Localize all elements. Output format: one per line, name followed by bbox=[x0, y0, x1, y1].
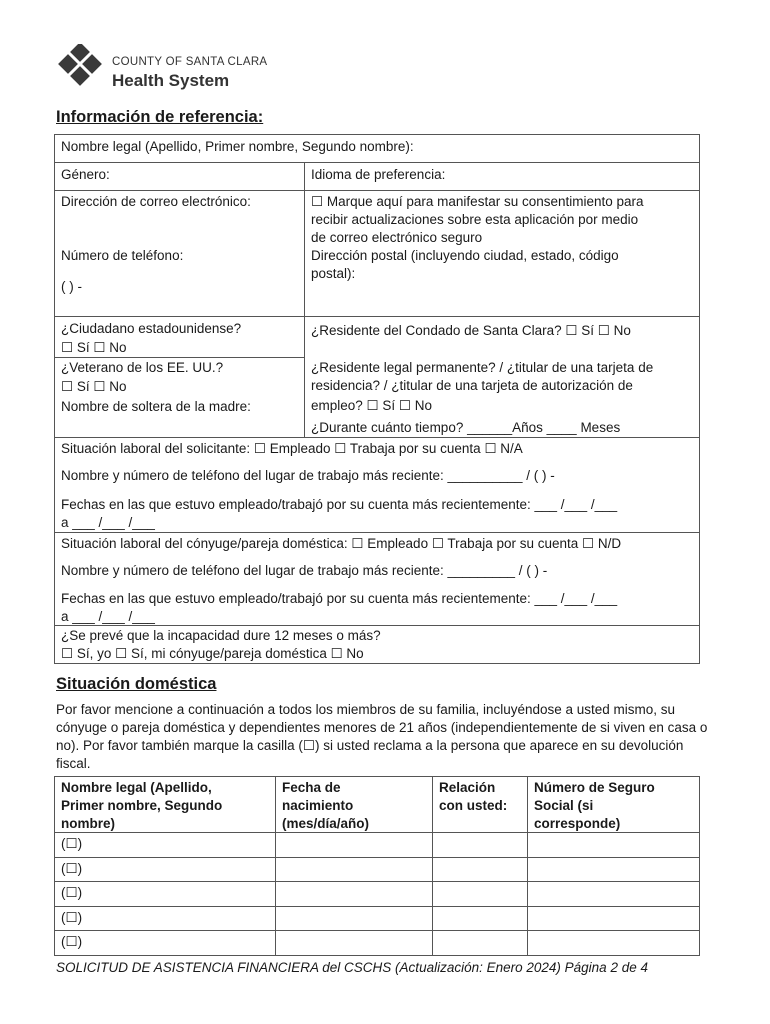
col-header-ssn: Número de Seguro bbox=[534, 780, 655, 795]
table-row-checkbox[interactable]: (☐) bbox=[61, 934, 83, 949]
col-header-name: Nombre legal (Apellido, bbox=[61, 780, 212, 795]
col-header-ssn-3: corresponde) bbox=[534, 816, 621, 831]
consent-text-2: recibir actualizaciones sobre esta aplicación por medio bbox=[311, 212, 639, 227]
col-header-relation: Relación bbox=[439, 780, 496, 795]
phone-format: ( ) - bbox=[61, 279, 82, 294]
reference-info-heading: Información de referencia: bbox=[56, 108, 264, 126]
postal-address-label-2: postal): bbox=[311, 266, 356, 281]
permanent-resident-line2: residencia? / ¿titular de una tarjeta de autorización de bbox=[311, 378, 633, 393]
spouse-employment-status[interactable]: Situación laboral del cónyuge/pareja doméstica: ☐ Empleado ☐ Trabaja por su cuenta ☐ N/D bbox=[61, 536, 622, 551]
spouse-employer-field[interactable]: Nombre y número de teléfono del lugar de trabajo más reciente: _________ / ( ) - bbox=[61, 563, 548, 578]
citizen-options[interactable]: ☐ Sí ☐ No bbox=[61, 340, 127, 355]
applicant-employer-field[interactable]: Nombre y número de teléfono del lugar de trabajo más reciente: __________ / ( ) - bbox=[61, 468, 555, 483]
page-footer: SOLICITUD DE ASISTENCIA FINANCIERA del CSCHS (Actualización: Enero 2024) Página 2 de 4 bbox=[56, 960, 648, 975]
table-row-checkbox[interactable]: (☐) bbox=[61, 910, 83, 925]
citizen-question: ¿Ciudadano estadounidense? bbox=[61, 321, 242, 336]
col-header-name-2: Primer nombre, Segundo bbox=[61, 798, 223, 813]
col-header-name-3: nombre) bbox=[61, 816, 115, 831]
postal-address-field[interactable]: Dirección postal (incluyendo ciudad, estado, código bbox=[311, 248, 619, 263]
disability-question: ¿Se prevé que la incapacidad dure 12 meses o más? bbox=[61, 628, 381, 643]
col-header-ssn-2: Social (si bbox=[534, 798, 594, 813]
col-header-dob-3: (mes/día/año) bbox=[282, 816, 370, 831]
phone-field[interactable]: Número de teléfono: bbox=[61, 248, 184, 263]
disability-options[interactable]: ☐ Sí, yo ☐ Sí, mi cónyuge/pareja doméstica ☐ No bbox=[61, 646, 364, 661]
permanent-resident-question: ¿Residente legal permanente? / ¿titular de una tarjeta de bbox=[311, 360, 654, 375]
applicant-employment-status[interactable]: Situación laboral del solicitante: ☐ Empleado ☐ Trabaja por su cuenta ☐ N/A bbox=[61, 441, 523, 456]
email-consent-checkbox[interactable]: ☐ Marque aquí para manifestar su consentimiento para bbox=[311, 194, 644, 209]
table-row-checkbox[interactable]: (☐) bbox=[61, 861, 83, 876]
language-field[interactable]: Idioma de preferencia: bbox=[311, 167, 446, 182]
veteran-options[interactable]: ☐ Sí ☐ No bbox=[61, 379, 127, 394]
col-header-dob: Fecha de bbox=[282, 780, 341, 795]
table-row-checkbox[interactable]: (☐) bbox=[61, 885, 83, 900]
col-header-relation-2: con usted: bbox=[439, 798, 508, 813]
col-header-dob-2: nacimiento bbox=[282, 798, 354, 813]
diamond-logo-icon bbox=[56, 44, 106, 96]
org-name-line1: COUNTY OF SANTA CLARA bbox=[112, 56, 268, 68]
veteran-question: ¿Veterano de los EE. UU.? bbox=[61, 360, 224, 375]
org-name-line2: Health System bbox=[112, 71, 230, 90]
household-instructions: Por favor mencione a continuación a todos los miembros de su familia, incluyéndose a usted mismo, su cónyuge o pareja doméstica y dependientes menores de 21 años (independientemente de si viven en casa o no). Por favor también marque la casilla (☐) si usted reclama a la persona que aparece en su devolución fiscal. bbox=[56, 702, 708, 771]
gender-field[interactable]: Género: bbox=[61, 167, 110, 182]
household-heading: Situación doméstica bbox=[56, 675, 217, 693]
residency-duration-field[interactable]: ¿Durante cuánto tiempo? ______Años ____ Meses bbox=[311, 420, 621, 435]
consent-text-3: de correo electrónico seguro bbox=[311, 230, 483, 245]
email-field[interactable]: Dirección de correo electrónico: bbox=[61, 194, 251, 209]
spouse-employment-dates-end[interactable]: a ___ /___ /___ bbox=[61, 609, 155, 624]
permanent-resident-options[interactable]: empleo? ☐ Sí ☐ No bbox=[311, 398, 433, 413]
health-system-logo bbox=[56, 44, 276, 96]
maiden-name-field[interactable]: Nombre de soltera de la madre: bbox=[61, 399, 251, 414]
applicant-employment-dates-end[interactable]: a ___ /___ /___ bbox=[61, 515, 155, 530]
santa-clara-resident-question[interactable]: ¿Residente del Condado de Santa Clara? ☐ Sí ☐ No bbox=[311, 323, 631, 338]
table-row-checkbox[interactable]: (☐) bbox=[61, 836, 83, 851]
applicant-employment-dates[interactable]: Fechas en las que estuvo empleado/trabajó por su cuenta más recientemente: ___ /___ /___ bbox=[61, 497, 618, 512]
legal-name-field[interactable]: Nombre legal (Apellido, Primer nombre, Segundo nombre): bbox=[61, 139, 414, 154]
spouse-employment-dates[interactable]: Fechas en las que estuvo empleado/trabajó por su cuenta más recientemente: ___ /___ /___ bbox=[61, 591, 618, 606]
